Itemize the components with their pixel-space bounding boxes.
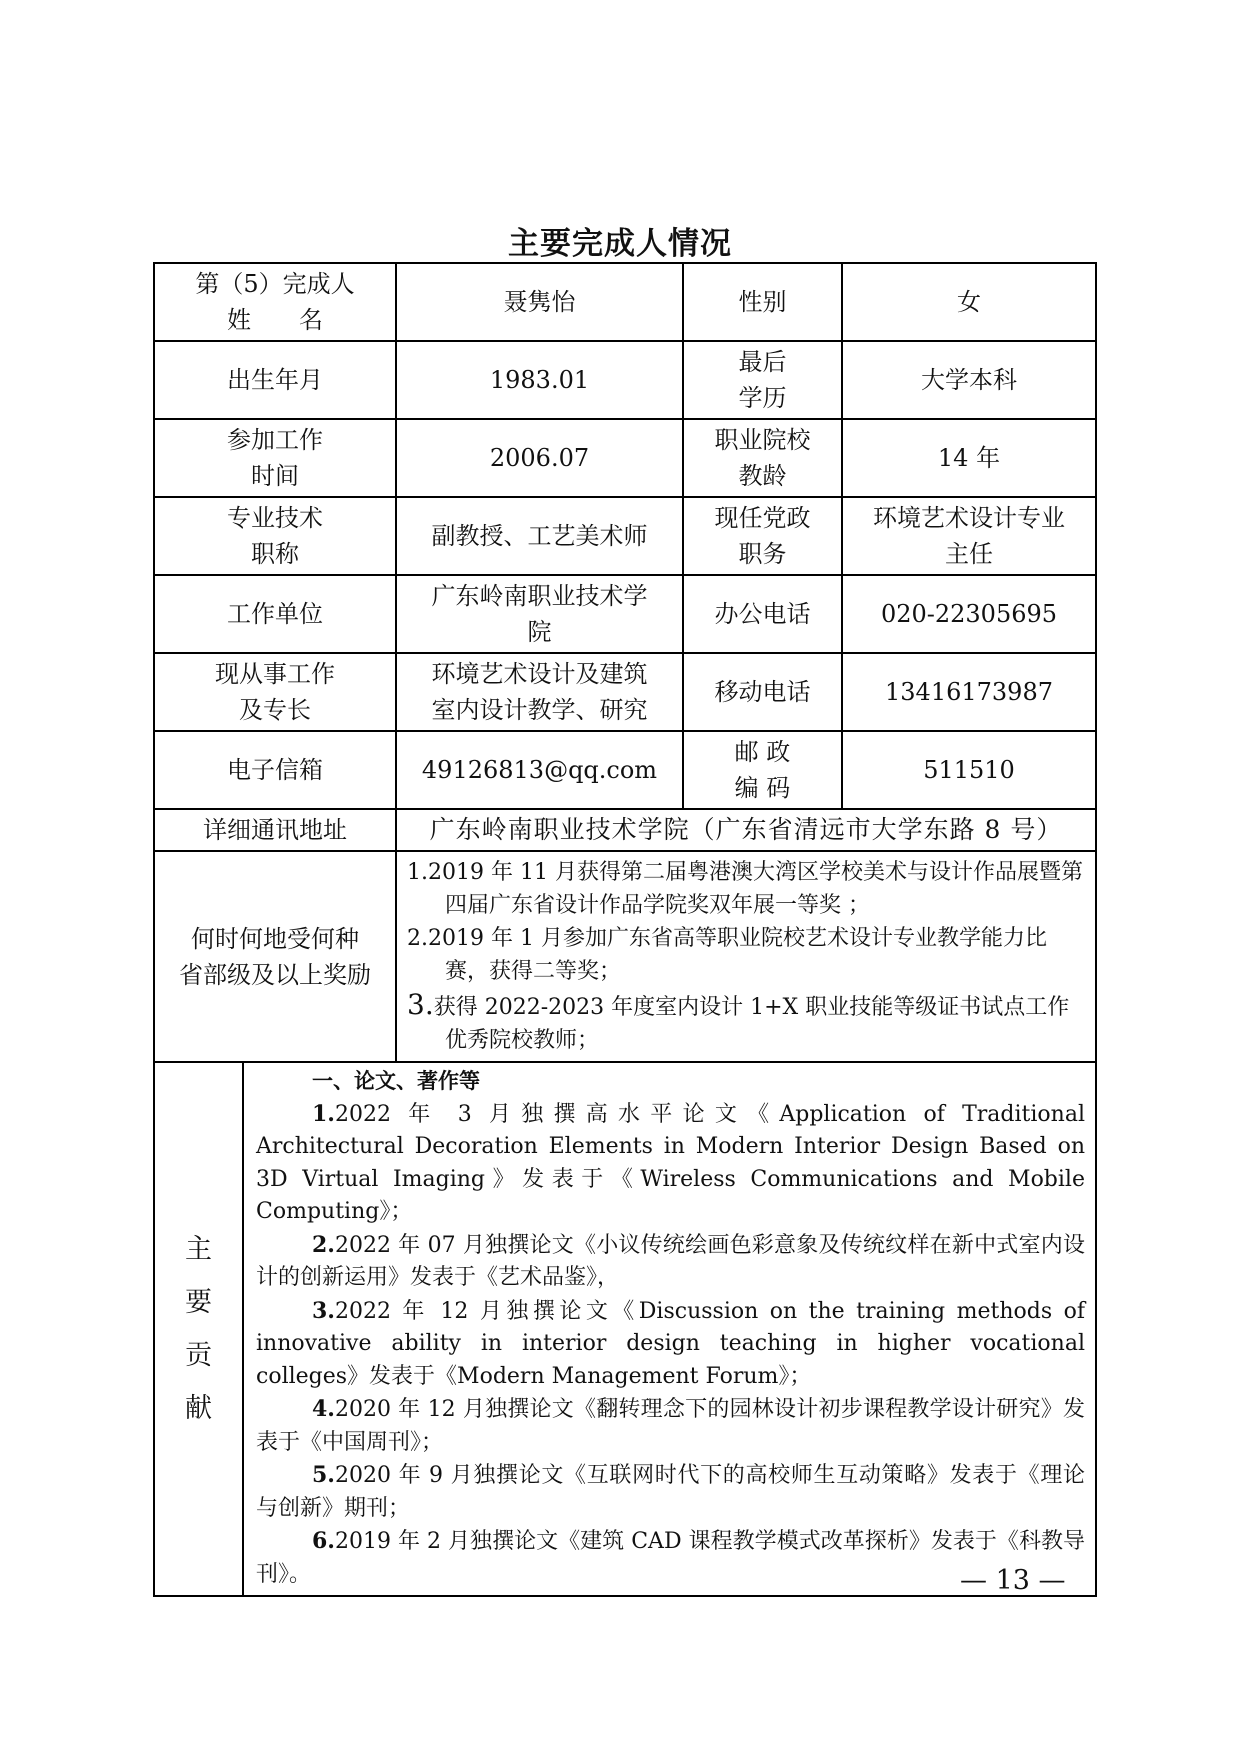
row-name xyxy=(154,263,1096,341)
email-value: 49126813@qq.com xyxy=(396,731,683,809)
gender-label: 性别 xyxy=(683,263,842,341)
award-item: 1.2019 年 11 月获得第二届粤港澳大湾区学校美术与设计作品展暨第四届广东省设计作品学院奖双年展一等奖 ； xyxy=(407,860,1083,918)
row-awards xyxy=(154,851,1096,1062)
office-phone-value: 020-22305695 xyxy=(842,575,1096,653)
paper-item: 6.2019 年 2 月独撰论文《建筑 CAD 课程教学模式改革探析》发表于《科教导刊》。 xyxy=(256,1528,1085,1587)
row-contributions xyxy=(154,1062,1096,1596)
birth-label: 出生年月 xyxy=(154,341,396,419)
email-label: 电子信箱 xyxy=(154,731,396,809)
mobile-phone-label: 移动电话 xyxy=(683,653,842,731)
paper-item: 1.2022 年 3 月独撰高水平论文《Application of Traditional Architectural Decoration Elements in Modern Interior Design Based on 3D Virtual Imaging》发表于《Wireless Communications and Mobile Computing》； xyxy=(256,1100,1085,1224)
contributions-heading: 一、论文、著作等 xyxy=(312,1069,480,1093)
employer-label: 工作单位 xyxy=(154,575,396,653)
education-label: 最后 学历 xyxy=(683,341,842,419)
address-value: 广东岭南职业技术学院（广东省清远市大学东路 8 号） xyxy=(396,809,1096,851)
contributions-label: 主 要 贡 献 xyxy=(154,1062,243,1596)
name-value: 聂隽怡 xyxy=(396,263,683,341)
mobile-phone-value: 13416173987 xyxy=(842,653,1096,731)
paper-item: 4.2020 年 12 月独撰论文《翻转理念下的园林设计初步课程教学设计研究》发表于《中国周刊》； xyxy=(256,1396,1085,1455)
contributions-content xyxy=(243,1062,1096,1596)
birth-value: 1983.01 xyxy=(396,341,683,419)
teaching-years-label: 职业院校 教龄 xyxy=(683,419,842,497)
awards-label: 何时何地受何种 省部级及以上奖励 xyxy=(154,851,396,1062)
postal-code-value: 511510 xyxy=(842,731,1096,809)
position-value: 环境艺术设计专业 主任 xyxy=(842,497,1096,575)
paper-item: 3.2022 年 12 月独撰论文《Discussion on the training methods of innovative ability in interior design teaching in higher vocational colleges》发表于《Modern Management Forum》； xyxy=(256,1297,1085,1389)
office-phone-label: 办公电话 xyxy=(683,575,842,653)
employer-value: 广东岭南职业技术学 院 xyxy=(396,575,683,653)
row-specialty xyxy=(154,653,1096,731)
professional-title-value: 副教授、工艺美术师 xyxy=(396,497,683,575)
paper-item: 2.2022 年 07 月独撰论文《小议传统绘画色彩意象及传统纹样在新中式室内设计的创新运用》发表于《艺术品鉴》， xyxy=(256,1231,1085,1290)
paper-item: 5.2020 年 9 月独撰论文《互联网时代下的高校师生互动策略》发表于《理论与创新》期刊； xyxy=(256,1462,1085,1521)
awards-content xyxy=(396,851,1096,1062)
education-value: 大学本科 xyxy=(842,341,1096,419)
postal-code-label: 邮 政 编 码 xyxy=(683,731,842,809)
teaching-years-value: 14 年 xyxy=(842,419,1096,497)
position-label: 现任党政 职务 xyxy=(683,497,842,575)
name-label: 第（5）完成人 姓 名 xyxy=(154,263,396,341)
award-item: 3.获得 2022-2023 年度室内设计 1+X 职业技能等级证书试点工作优秀院校教师； xyxy=(407,988,1070,1053)
row-birth xyxy=(154,341,1096,419)
page-title: 主要完成人情况 xyxy=(508,226,732,262)
work-start-label: 参加工作 时间 xyxy=(154,419,396,497)
row-address xyxy=(154,809,1096,851)
row-employer xyxy=(154,575,1096,653)
specialty-value: 环境艺术设计及建筑 室内设计教学、研究 xyxy=(396,653,683,731)
address-label: 详细通讯地址 xyxy=(154,809,396,851)
page-number: — 13 — xyxy=(960,1565,1066,1596)
row-work-start xyxy=(154,419,1096,497)
professional-title-label: 专业技术 职称 xyxy=(154,497,396,575)
row-email xyxy=(154,731,1096,809)
specialty-label: 现从事工作 及专长 xyxy=(154,653,396,731)
personnel-table xyxy=(153,262,1097,1597)
work-start-value: 2006.07 xyxy=(396,419,683,497)
award-item: 2.2019 年 1 月参加广东省高等职业院校艺术设计专业教学能力比赛，获得二等奖； xyxy=(407,926,1047,984)
row-title xyxy=(154,497,1096,575)
gender-value: 女 xyxy=(842,263,1096,341)
